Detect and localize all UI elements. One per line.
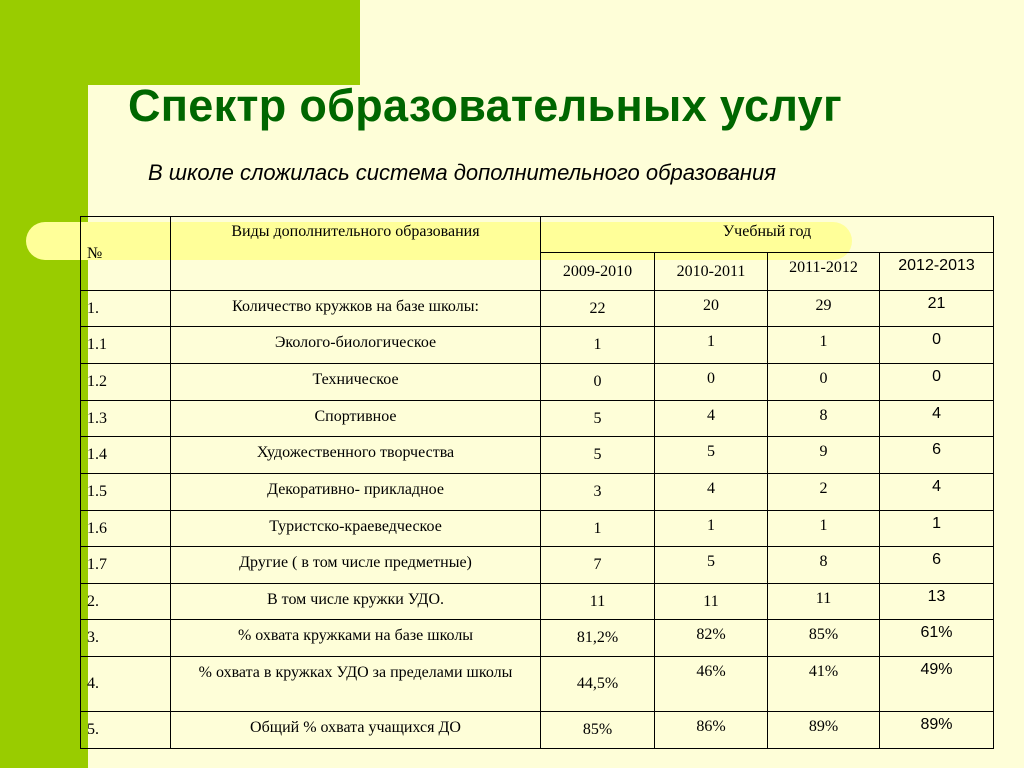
row-value: 85% [768, 620, 880, 657]
row-num: 1.6 [81, 511, 171, 547]
table-row [81, 620, 994, 657]
row-name: Декоративно- прикладное [171, 474, 541, 511]
table-row [81, 712, 994, 749]
row-value: 5 [541, 401, 655, 437]
row-num: 1. [81, 291, 171, 327]
row-num: 2. [81, 584, 171, 620]
row-value: 1 [768, 327, 880, 364]
row-value: 49% [880, 657, 994, 712]
row-name: Другие ( в том числе предметные) [171, 547, 541, 584]
row-value: 89% [768, 712, 880, 749]
row-value: 89% [880, 712, 994, 749]
background-green-left [0, 0, 88, 768]
table-row [81, 327, 994, 364]
row-value: 41% [768, 657, 880, 712]
row-value: 82% [655, 620, 768, 657]
row-value: 8 [768, 547, 880, 584]
table-row [81, 364, 994, 401]
row-value: 1 [880, 511, 994, 547]
row-value: 5 [655, 437, 768, 474]
row-value: 1 [768, 511, 880, 547]
row-value: 86% [655, 712, 768, 749]
table-row [81, 511, 994, 547]
row-value: 0 [880, 327, 994, 364]
row-value: 29 [768, 291, 880, 327]
row-value: 11 [655, 584, 768, 620]
row-value: 1 [655, 327, 768, 364]
row-num: 1.5 [81, 474, 171, 511]
row-name: Туристско-краеведческое [171, 511, 541, 547]
table-row [81, 584, 994, 620]
services-table [80, 216, 994, 749]
row-value: 4 [655, 474, 768, 511]
table-row [81, 437, 994, 474]
row-value: 1 [541, 327, 655, 364]
year-header: 2011-2012 [768, 253, 880, 291]
row-num: 1.4 [81, 437, 171, 474]
row-value: 0 [541, 364, 655, 401]
row-name: В том числе кружки УДО. [171, 584, 541, 620]
row-name: Художественного творчества [171, 437, 541, 474]
header-year: Учебный год [541, 217, 994, 253]
year-header: 2009-2010 [541, 253, 655, 291]
row-value: 13 [880, 584, 994, 620]
row-value: 21 [880, 291, 994, 327]
row-value: 11 [768, 584, 880, 620]
slide-subtitle: В школе сложилась система дополнительного образования [148, 160, 777, 185]
table-row [81, 474, 994, 511]
row-name: % охвата кружками на базе школы [171, 620, 541, 657]
header-type: Виды дополнительного образования [171, 217, 541, 291]
row-value: 7 [541, 547, 655, 584]
row-value: 3 [541, 474, 655, 511]
table-row [81, 657, 994, 712]
row-value: 4 [880, 474, 994, 511]
row-name: Количество кружков на базе школы: [171, 291, 541, 327]
row-num: 1.3 [81, 401, 171, 437]
row-num: 1.7 [81, 547, 171, 584]
row-num: 1.2 [81, 364, 171, 401]
table-row [81, 401, 994, 437]
row-name: Общий % охвата учащихся ДО [171, 712, 541, 749]
row-name: Эколого-биологическое [171, 327, 541, 364]
row-value: 61% [880, 620, 994, 657]
table-row [81, 291, 994, 327]
row-value: 81,2% [541, 620, 655, 657]
row-value: 8 [768, 401, 880, 437]
row-value: 46% [655, 657, 768, 712]
row-value: 20 [655, 291, 768, 327]
row-value: 6 [880, 547, 994, 584]
year-header: 2012-2013 [880, 253, 994, 291]
row-num: 4. [81, 657, 171, 712]
row-value: 11 [541, 584, 655, 620]
row-value: 22 [541, 291, 655, 327]
row-name: Спортивное [171, 401, 541, 437]
row-value: 5 [541, 437, 655, 474]
row-value: 0 [768, 364, 880, 401]
row-value: 44,5% [541, 657, 655, 712]
slide-title: Спектр образовательных услуг [128, 80, 842, 131]
row-value: 85% [541, 712, 655, 749]
row-value: 6 [880, 437, 994, 474]
row-value: 4 [880, 401, 994, 437]
row-value: 2 [768, 474, 880, 511]
row-name: Техническое [171, 364, 541, 401]
header-num: № [81, 217, 171, 291]
background-green-top [0, 0, 360, 85]
row-value: 0 [880, 364, 994, 401]
row-num: 3. [81, 620, 171, 657]
row-value: 1 [655, 511, 768, 547]
row-value: 5 [655, 547, 768, 584]
table-row [81, 547, 994, 584]
row-name: % охвата в кружках УДО за пределами школы [171, 657, 541, 712]
row-value: 9 [768, 437, 880, 474]
row-value: 1 [541, 511, 655, 547]
year-header: 2010-2011 [655, 253, 768, 291]
row-value: 0 [655, 364, 768, 401]
row-num: 5. [81, 712, 171, 749]
row-value: 4 [655, 401, 768, 437]
row-num: 1.1 [81, 327, 171, 364]
